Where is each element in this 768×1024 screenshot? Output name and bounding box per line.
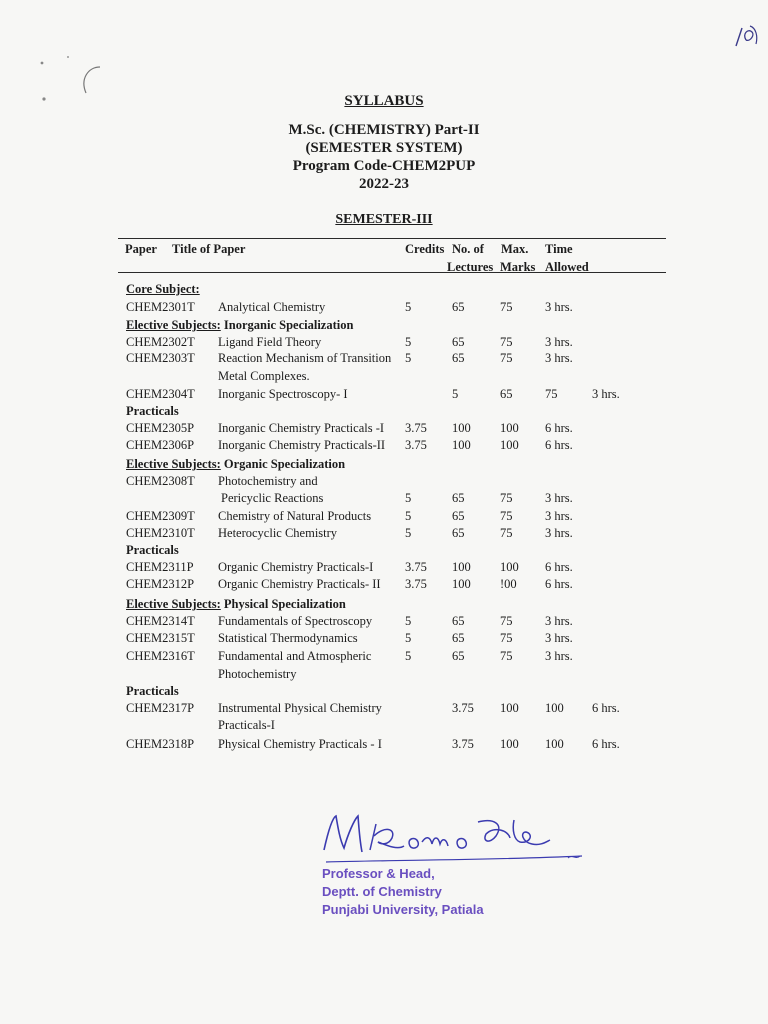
paper-marks: 100: [500, 737, 519, 751]
paper-title: Inorganic Spectroscopy- I: [218, 387, 348, 401]
section-physical-prefix: Elective Subjects:: [126, 597, 221, 611]
paper-marks: 75: [500, 631, 513, 645]
paper-lectures: 100: [452, 421, 471, 435]
section-inorganic-suffix: Inorganic Specialization: [223, 318, 354, 332]
stamp-designation: Professor & Head,: [322, 866, 435, 881]
paper-code: CHEM2317P: [126, 701, 195, 715]
paper-time: 6 hrs.: [545, 560, 573, 574]
section-inorganic-prefix: Elective Subjects:: [126, 318, 221, 332]
program-name: M.Sc. (CHEMISTRY) Part-II: [288, 122, 480, 138]
paper-time: 3 hrs.: [545, 526, 573, 540]
paper-title-continued: Practicals-I: [218, 718, 275, 732]
paper-lectures: 65: [452, 526, 465, 540]
syllabus-title: SYLLABUS: [344, 93, 424, 109]
column-header-time: Time: [545, 242, 573, 256]
paper-lectures: 65: [452, 631, 465, 645]
paper-title: Photochemistry and: [218, 474, 318, 488]
paper-code: CHEM2305P: [126, 421, 195, 435]
paper-time: 6 hrs.: [545, 421, 573, 435]
paper-marks: 100: [500, 560, 519, 574]
paper-marks: 75: [500, 526, 513, 540]
paper-marks: 75: [500, 351, 513, 365]
paper-title: Instrumental Physical Chemistry: [218, 701, 382, 715]
paper-title: Organic Chemistry Practicals- II: [218, 577, 381, 591]
section-inorganic: [126, 318, 353, 333]
section-physical-suffix: Physical Specialization: [223, 597, 346, 611]
paper-title-continued: Pericyclic Reactions: [221, 491, 324, 505]
program-system: (SEMESTER SYSTEM): [305, 140, 463, 156]
paper-time: 3 hrs.: [545, 491, 573, 505]
paper-title: Ligand Field Theory: [218, 335, 322, 349]
stamp-university: Punjabi University, Patiala: [322, 902, 484, 917]
column-header-marks: Max.: [501, 242, 529, 256]
paper-title-continued: Photochemistry: [218, 667, 297, 681]
program-code: Program Code-CHEM2PUP: [292, 158, 476, 174]
paper-lectures: 65: [452, 491, 465, 505]
paper-credits: 3.75: [405, 438, 427, 452]
paper-credits: 5: [405, 335, 412, 349]
paper-lectures: 65: [452, 614, 465, 628]
paper-code: CHEM2318P: [126, 737, 195, 751]
paper-lectures: 3.75: [452, 701, 474, 715]
paper-title: Inorganic Chemistry Practicals-II: [218, 438, 386, 452]
stamp-department: Deptt. of Chemistry: [322, 884, 442, 899]
paper-time: 3 hrs.: [545, 300, 573, 314]
column-header-marks-2: Marks: [500, 260, 536, 274]
paper-credits: 5: [405, 614, 412, 628]
paper-marks: 100: [500, 438, 519, 452]
paper-time: 6 hrs.: [592, 701, 620, 715]
paper-lectures: 3.75: [452, 737, 474, 751]
paper-time: 3 hrs.: [545, 335, 573, 349]
paper-time: 6 hrs.: [545, 438, 573, 452]
handwritten-page-mark: [730, 20, 760, 52]
paper-credits: 5: [405, 631, 412, 645]
paper-time: 3 hrs.: [545, 351, 573, 365]
paper-extra-value: 100: [545, 737, 564, 751]
paper-title: Inorganic Chemistry Practicals -I: [218, 421, 385, 435]
paper-marks: 100: [500, 701, 519, 715]
paper-marks: 75: [500, 649, 513, 663]
paper-title: Fundamental and Atmospheric: [218, 649, 372, 663]
section-physical: [126, 597, 346, 612]
semester-heading: SEMESTER-III: [335, 212, 433, 227]
paper-marks: !00: [500, 577, 517, 591]
paper-marks: 75: [500, 491, 513, 505]
paper-time: 3 hrs.: [545, 631, 573, 645]
section-physical-practicals: Practicals: [126, 684, 179, 698]
paper-title: Chemistry of Natural Products: [218, 509, 372, 523]
paper-credits: 5: [405, 526, 412, 540]
paper-marks: 75: [500, 300, 513, 314]
paper-credits: 5: [405, 491, 412, 505]
paper-code: CHEM2306P: [126, 438, 195, 452]
paper-title-continued: Metal Complexes.: [218, 369, 310, 383]
section-organic-suffix: Organic Specialization: [223, 457, 346, 471]
section-core-subject: Core Subject:: [126, 282, 200, 296]
paper-lectures: 100: [452, 438, 471, 452]
column-header-time-2: Allowed: [545, 260, 589, 274]
paper-marks: 75: [500, 335, 513, 349]
paper-code: CHEM2312P: [126, 577, 195, 591]
column-header-lectures: No. of: [452, 242, 484, 256]
session-year: 2022-23: [359, 176, 409, 192]
paper-extra-value: 75: [545, 387, 558, 401]
section-organic-practicals: Practicals: [126, 543, 179, 557]
paper-marks: 75: [500, 614, 513, 628]
paper-lectures: 65: [452, 351, 465, 365]
paper-time: 3 hrs.: [545, 614, 573, 628]
paper-marks: 65: [500, 387, 513, 401]
paper-title: Analytical Chemistry: [218, 300, 326, 314]
paper-lectures: 65: [452, 649, 465, 663]
section-organic: [126, 457, 345, 472]
paper-code: CHEM2308T: [126, 474, 195, 488]
column-header-title: Title of Paper: [172, 242, 246, 256]
paper-code: CHEM2309T: [126, 509, 195, 523]
paper-lectures: 100: [452, 560, 471, 574]
paper-title: Reaction Mechanism of Transition: [218, 351, 392, 365]
paper-code: CHEM2314T: [126, 614, 195, 628]
paper-credits: 3.75: [405, 421, 427, 435]
paper-credits: 3.75: [405, 577, 427, 591]
paper-code: CHEM2304T: [126, 387, 195, 401]
paper-code: CHEM2302T: [126, 335, 195, 349]
paper-code: CHEM2310T: [126, 526, 195, 540]
paper-title: Fundamentals of Spectroscopy: [218, 614, 373, 628]
paper-code: CHEM2311P: [126, 560, 194, 574]
paper-title: Heterocyclic Chemistry: [218, 526, 338, 540]
paper-code: CHEM2301T: [126, 300, 195, 314]
paper-credits: 5: [405, 509, 412, 523]
paper-extra-value: 100: [545, 701, 564, 715]
paper-credits: 5: [405, 300, 412, 314]
paper-marks: 75: [500, 509, 513, 523]
column-header-paper: Paper: [125, 242, 157, 256]
paper-time: 3 hrs.: [545, 509, 573, 523]
section-inorganic-practicals: Practicals: [126, 404, 179, 418]
paper-lectures: 65: [452, 509, 465, 523]
paper-title: Organic Chemistry Practicals-I: [218, 560, 374, 574]
column-header-lectures-2: Lectures: [447, 260, 494, 274]
table-top-rule: [118, 238, 666, 239]
paper-lectures: 65: [452, 335, 465, 349]
paper-time: 3 hrs.: [592, 387, 620, 401]
paper-time: 6 hrs.: [545, 577, 573, 591]
paper-lectures: 65: [452, 300, 465, 314]
paper-credits: 5: [405, 351, 412, 365]
paper-credits: 5: [405, 649, 412, 663]
paper-time: 6 hrs.: [592, 737, 620, 751]
paper-code: CHEM2315T: [126, 631, 195, 645]
paper-title: Statistical Thermodynamics: [218, 631, 358, 645]
paper-code: CHEM2316T: [126, 649, 195, 663]
paper-lectures: 100: [452, 577, 471, 591]
column-header-credits: Credits: [405, 242, 445, 256]
section-organic-prefix: Elective Subjects:: [126, 457, 221, 471]
paper-code: CHEM2303T: [126, 351, 195, 365]
paper-lectures: 5: [452, 387, 459, 401]
paper-marks: 100: [500, 421, 519, 435]
paper-time: 3 hrs.: [545, 649, 573, 663]
paper-credits: 3.75: [405, 560, 427, 574]
paper-title: Physical Chemistry Practicals - I: [218, 737, 382, 751]
